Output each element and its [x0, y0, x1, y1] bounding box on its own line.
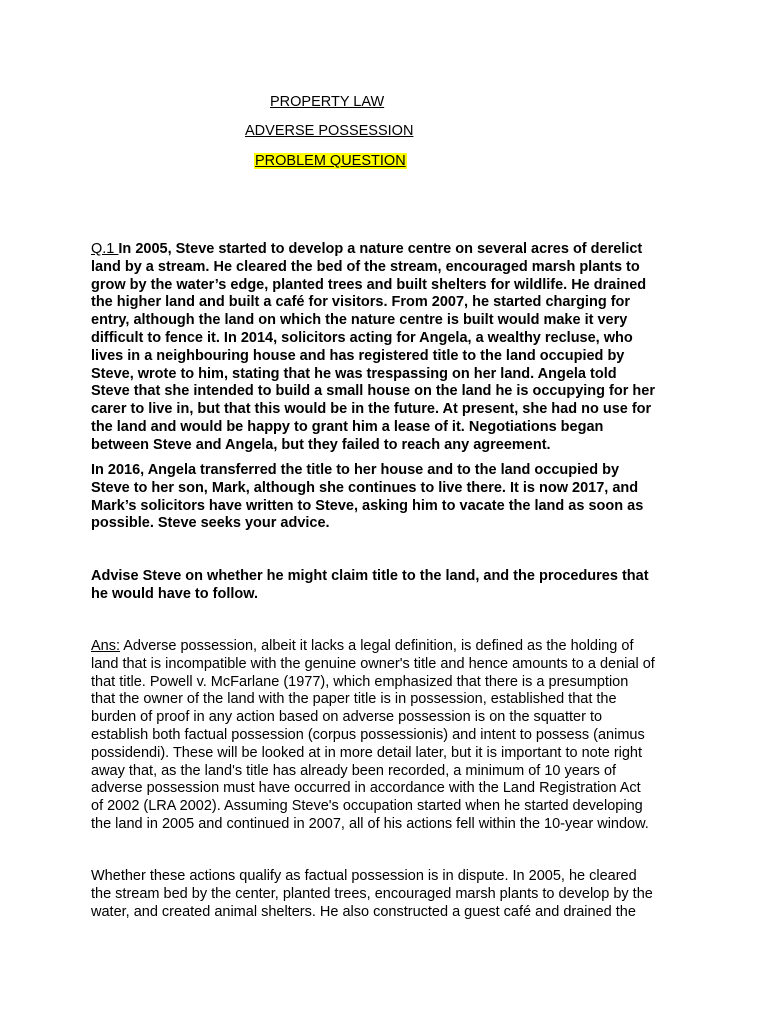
answer-paragraph-1	[91, 638, 681, 834]
question-paragraph-2: In 2016, Angela transferred the title to her house and to the land occupied by Steve to her son, Mark, although she continues to live there. It is now 2017, and Mark’s solicitors have written to Steve, asking him to vacate the land as soon as possible. Steve seeks your advice.	[91, 462, 644, 532]
question-type-heading	[254, 153, 407, 170]
question-text-1: In 2005, Steve started to develop a nature centre on several acres of derelict land by a stream. He cleared the bed of the stream, encouraged marsh plants to grow by the water’s edge, planted trees and built shelters for wildlife. He drained the higher land and built a café for visitors. From 2007, he started charging for entry, although the land on which the nature centre is built would make it very difficult to fence it. In 2014, solicitors acting for Angela, a wealthy recluse, who lives in a neighbouring house and has registered title to the land occupied by Steve, wrote to him, stating that he was trespassing on her land. Angela told Steve that she intended to build a small house on the land he is occupying for her carer to live in, but that this would be in the future. At present, she had no use for the land and would be happy to grant him a lease of it. Negotiations began between Steve and Angela, but they failed to reach any agreement.	[91, 241, 655, 453]
question-paragraph-1	[91, 241, 681, 455]
question-label: Q.1	[91, 241, 119, 257]
highlighted-heading-text: PROBLEM QUESTION	[255, 153, 406, 169]
question-instruction: Advise Steve on whether he might claim title to the land, and the procedures that he would have to follow.	[91, 568, 649, 602]
answer-label: Ans:	[91, 638, 121, 654]
subject-heading: PROPERTY LAW	[270, 94, 385, 110]
answer-paragraph-2: Whether these actions qualify as factual possession is in dispute. In 2005, he cleared the stream bed by the center, planted trees, encouraged marsh plants to develop by the water, and created animal shelters. He also constructed a guest café and drained the	[91, 868, 653, 920]
topic-heading: ADVERSE POSSESSION	[245, 123, 414, 139]
answer-text-1: Adverse possession, albeit it lacks a legal definition, is defined as the holding of land that is incompatible with the genuine owner's title and hence amounts to a denial of that title. Powell v. McFarlane (1977), which emphasized that there is a presumption that the owner of the land with the paper title is in possession, established that the burden of proof in any action based on adverse possession is on the squatter to establish both factual possession (corpus possessionis) and intent to possess (animus possidendi). These will be looked at in more detail later, but it is important to note right away that, as the land's title has already been recorded, a minimum of 10 years of adverse possession must have occurred in accordance with the Land Registration Act of 2002 (LRA 2002). Assuming Steve's occupation started when he started developing the land in 2005 and continued in 2007, all of his actions fell within the 10-year window.	[91, 638, 655, 832]
